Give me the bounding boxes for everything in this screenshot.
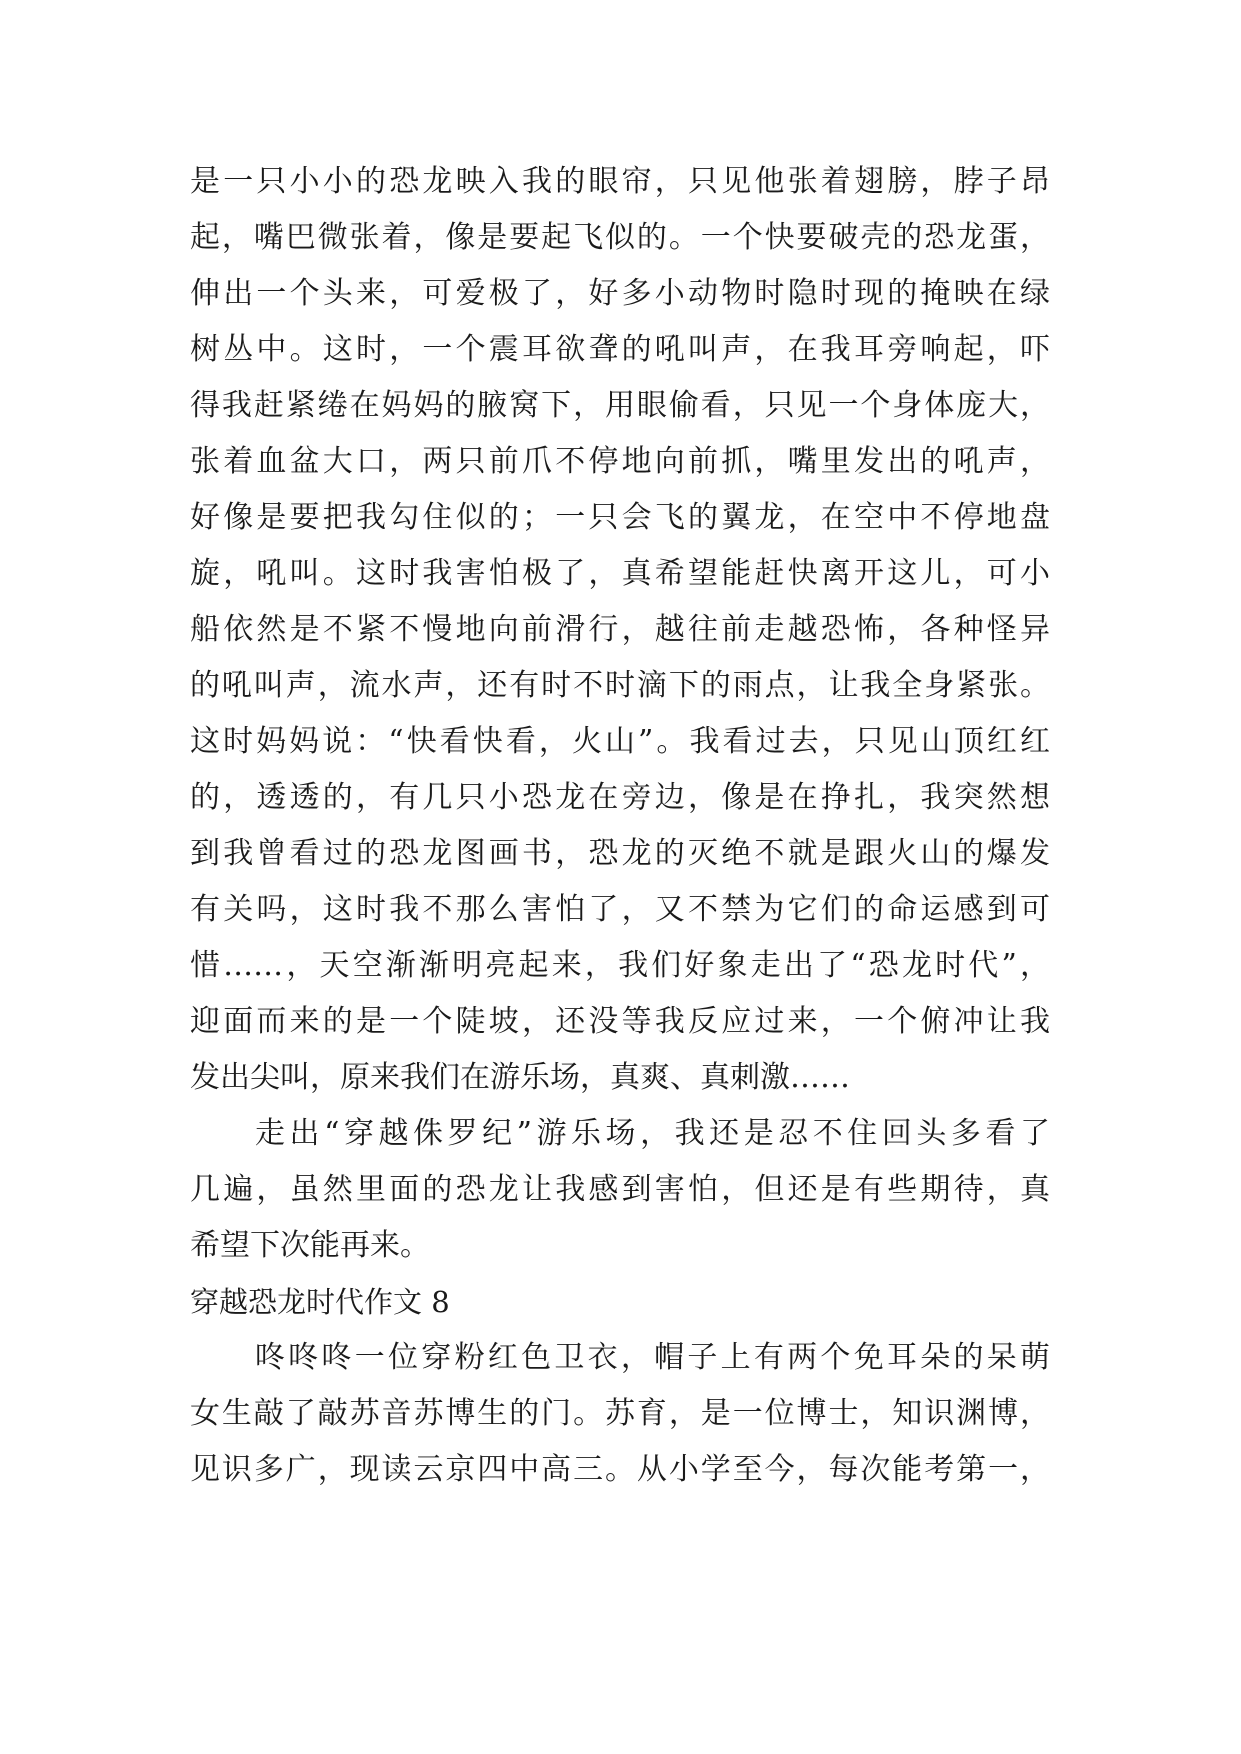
paragraph-line: 起，嘴巴微张着，像是要起飞似的。一个快要破壳的恐龙蛋，: [190, 220, 1050, 255]
paragraph-last-line: 希望下次能再来。: [190, 1228, 430, 1263]
paragraph-line: 船依然是不紧不慢地向前滑行，越往前走越恐怖，各种怪异: [190, 612, 1050, 647]
paragraph-first-line: 咚咚咚一位穿粉红色卫衣，帽子上有两个免耳朵的呆萌: [255, 1340, 1050, 1375]
paragraph-line: 几遍，虽然里面的恐龙让我感到害怕，但还是有些期待，真: [190, 1172, 1050, 1207]
paragraph-first-line: 走出“穿越侏罗纪”游乐场，我还是忍不住回头多看了: [255, 1116, 1050, 1151]
paragraph-line: 女生敲了敲苏音苏博生的门。苏育，是一位博士，知识渊博，: [190, 1396, 1050, 1431]
paragraph-line: 伸出一个头来，可爱极了，好多小动物时隐时现的掩映在绿: [190, 276, 1050, 311]
paragraph-line: 这时妈妈说：“快看快看，火山”。我看过去，只见山顶红红: [190, 724, 1050, 759]
paragraph-line: 迎面而来的是一个陡坡，还没等我反应过来，一个俯冲让我: [190, 1004, 1050, 1039]
paragraph-line: 旋，吼叫。这时我害怕极了，真希望能赶快离开这儿，可小: [190, 556, 1050, 591]
paragraph-line: 是一只小小的恐龙映入我的眼帘，只见他张着翅膀，脖子昂: [190, 164, 1050, 199]
paragraph-line: 的吼叫声，流水声，还有时不时滴下的雨点，让我全身紧张。: [190, 668, 1050, 703]
paragraph-line: 到我曾看过的恐龙图画书，恐龙的灭绝不就是跟火山的爆发: [190, 836, 1050, 871]
paragraph-line: 的，透透的，有几只小恐龙在旁边，像是在挣扎，我突然想: [190, 780, 1050, 815]
paragraph-line: 见识多广，现读云京四中高三。从小学至今，每次能考第一，: [190, 1452, 1050, 1487]
paragraph-line: 张着血盆大口，两只前爪不停地向前抓，嘴里发出的吼声，: [190, 444, 1050, 479]
paragraph-line: 有关吗，这时我不那么害怕了，又不禁为它们的命运感到可: [190, 892, 1050, 927]
paragraph-last-line: 发出尖叫，原来我们在游乐场，真爽、真刺激……: [190, 1060, 850, 1095]
paragraph-line: 得我赶紧绻在妈妈的腋窝下，用眼偷看，只见一个身体庞大，: [190, 388, 1050, 423]
paragraph-line: 好像是要把我勾住似的；一只会飞的翼龙，在空中不停地盘: [190, 500, 1050, 535]
paragraph-line: 树丛中。这时，一个震耳欲聋的吼叫声，在我耳旁响起，吓: [190, 332, 1050, 367]
paragraph-line: 惜……，天空渐渐明亮起来，我们好象走出了“恐龙时代”，: [190, 948, 1050, 983]
section-heading: 穿越恐龙时代作文 8: [190, 1285, 450, 1319]
